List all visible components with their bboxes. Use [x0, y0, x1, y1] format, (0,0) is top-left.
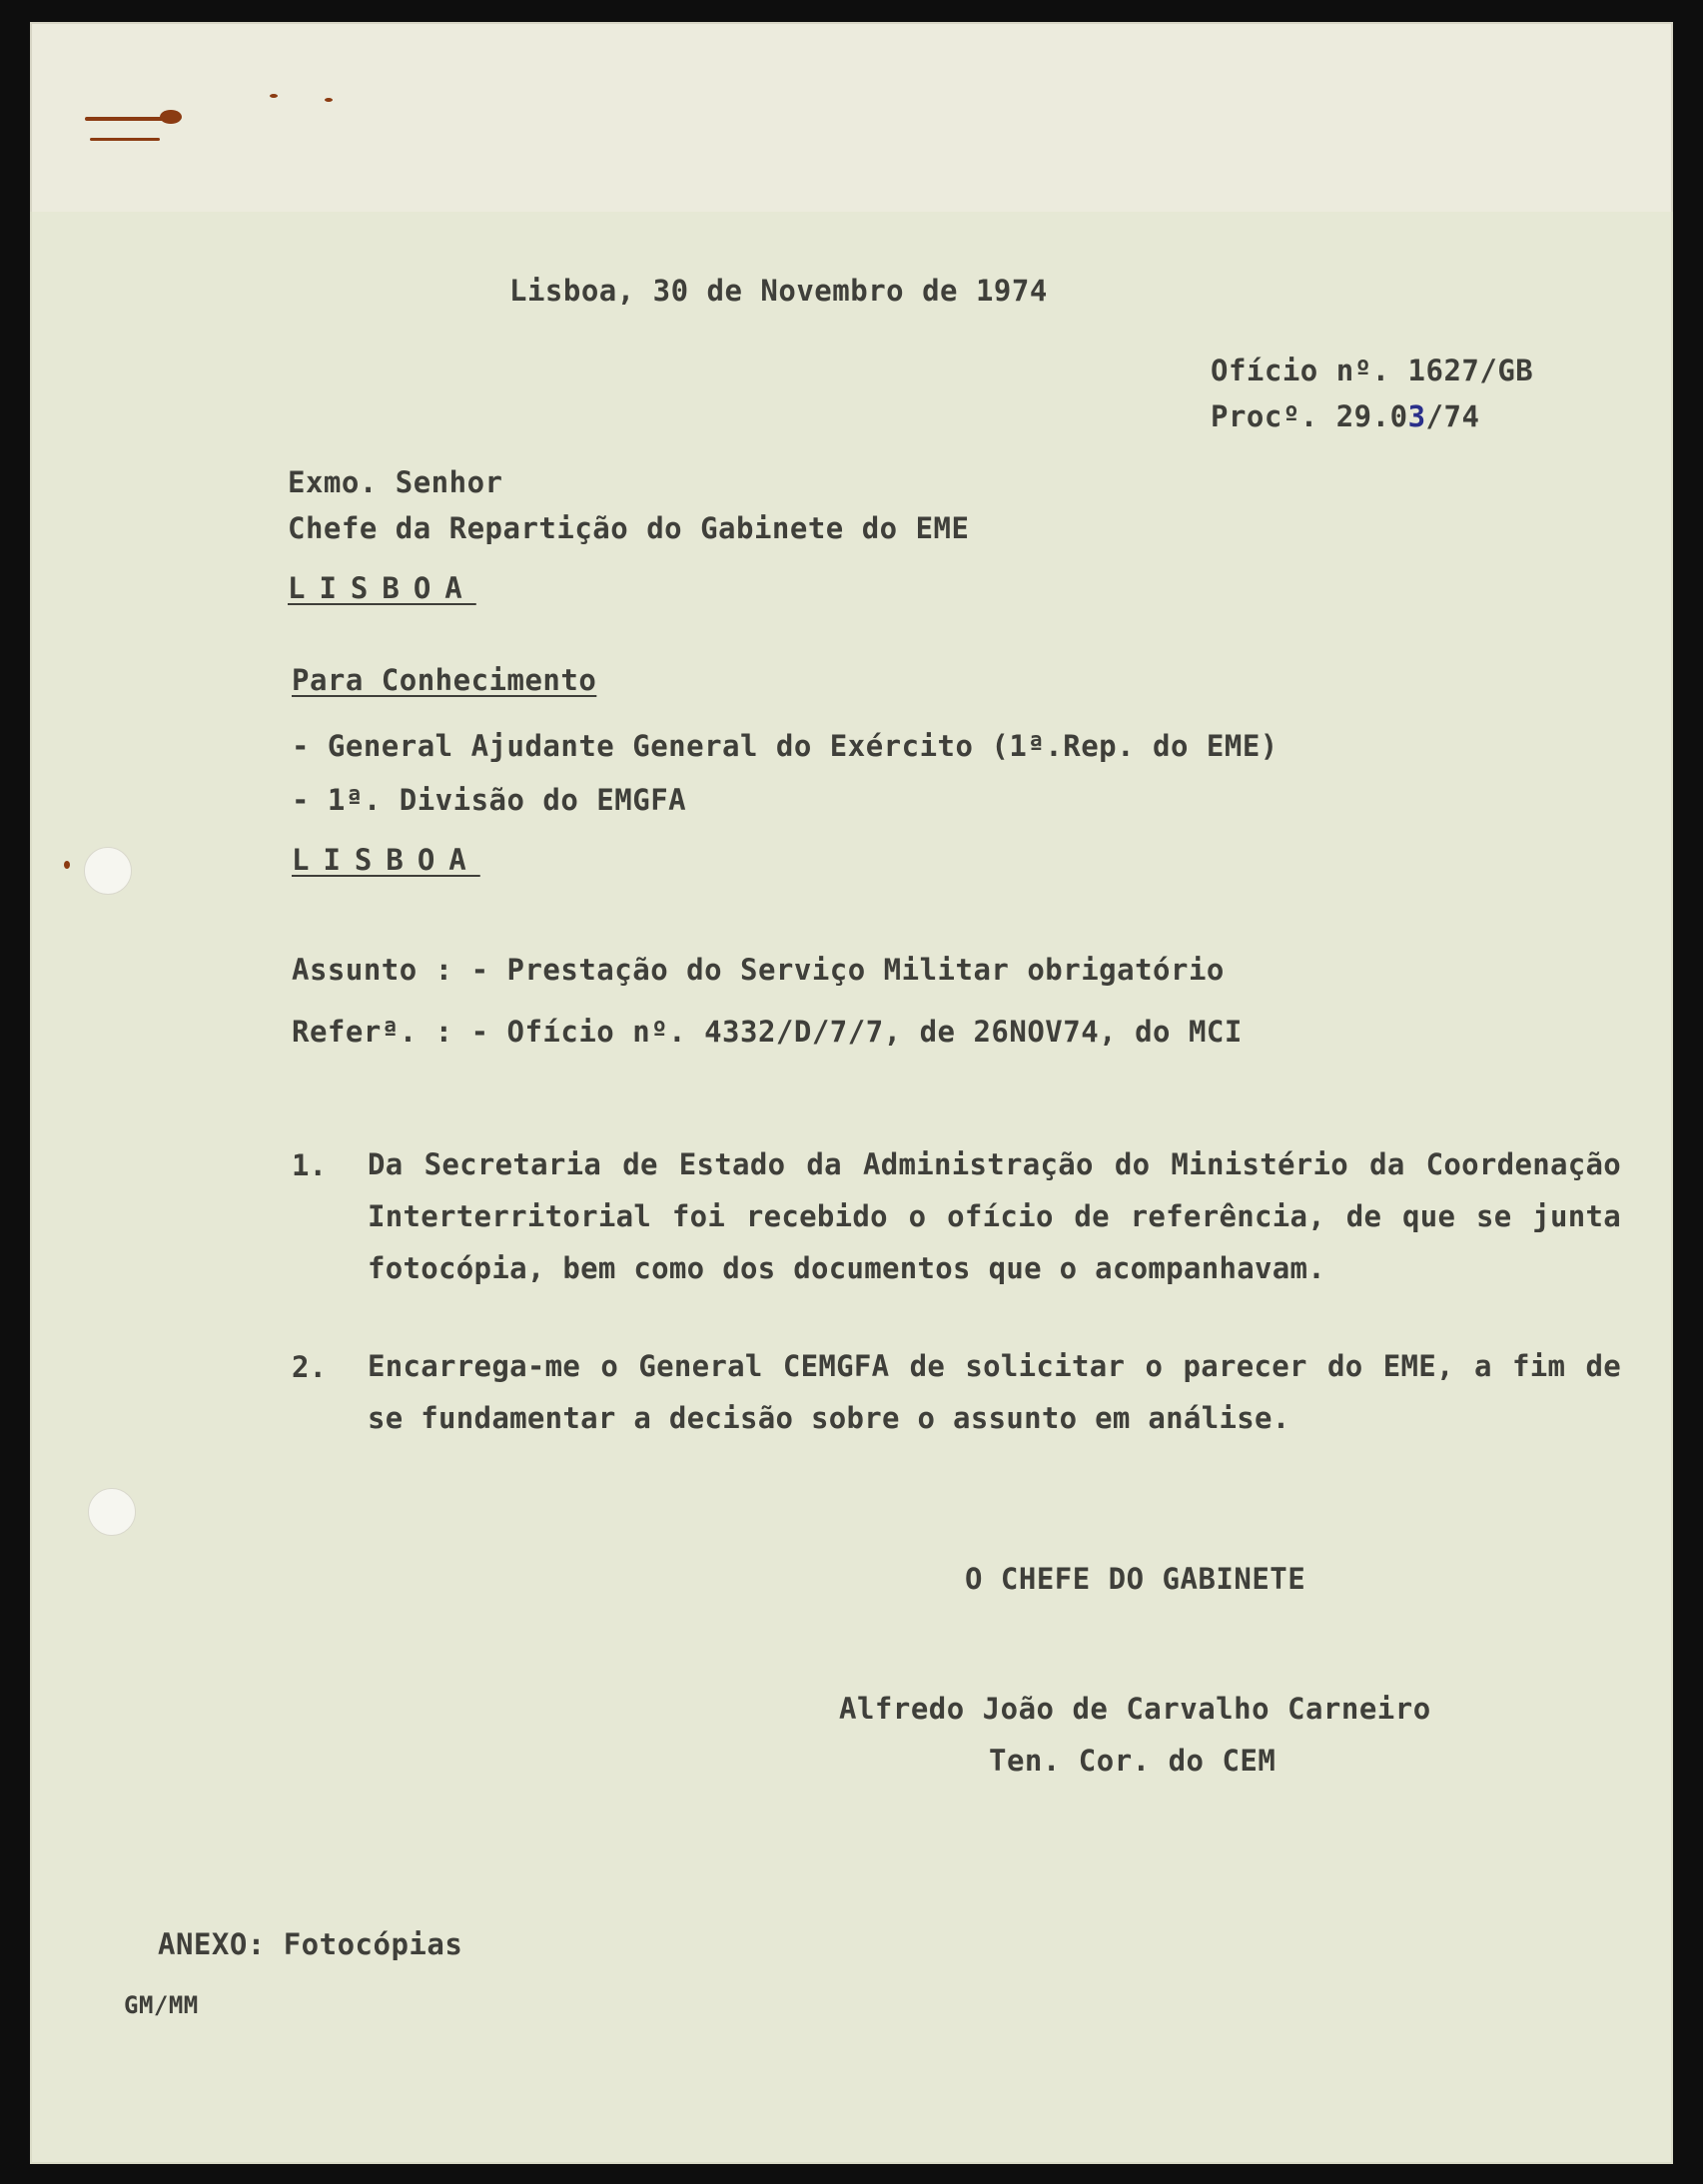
addressee-city: LISBOA: [288, 571, 476, 605]
document-sheet: [30, 22, 1673, 2164]
signatory-name: Alfredo João de Carvalho Carneiro: [839, 1692, 1431, 1726]
cc-heading: Para Conhecimento: [292, 663, 597, 697]
rust-stain: [270, 94, 278, 98]
cc-city: LISBOA: [292, 843, 480, 877]
paragraph-text: Da Secretaria de Estado da Administração do Ministério da Coordenação Interterritorial foi recebido o ofício de referência, de que se junta fotocópia, bem como dos documentos que o acompanhavam.: [368, 1147, 1621, 1285]
subject-line: Assunto : - Prestação do Serviço Militar obrigatório: [292, 953, 1225, 987]
paragraph-number: 1.: [292, 1148, 327, 1182]
rust-stain: [90, 138, 160, 141]
cc-item: - General Ajudante General do Exército (1ª.Rep. do EME): [292, 729, 1278, 763]
paragraph-text: Encarrega-me o General CEMGFA de solicitar o parecer do EME, a fim de se fundamentar a decisão sobre o assunto em análise.: [368, 1349, 1621, 1435]
cc-item: - 1ª. Divisão do EMGFA: [292, 783, 687, 817]
processo-prefix: Procº. 29.0: [1211, 399, 1408, 433]
addressee-title: Chefe da Repartição do Gabinete do EME: [288, 511, 970, 545]
punch-hole: [88, 1488, 136, 1536]
signatory-rank: Ten. Cor. do CEM: [989, 1744, 1277, 1778]
typist-initials: GM/MM: [124, 1991, 199, 2019]
handwritten-digit: 3: [1407, 399, 1426, 433]
processo-suffix: /74: [1425, 399, 1480, 433]
signature-role: O CHEFE DO GABINETE: [965, 1562, 1306, 1596]
reference-line: Referª. : - Ofício nº. 4332/D/7/7, de 26NOV74, do MCI: [292, 1015, 1243, 1049]
annex-line: ANEXO: Fotocópias: [158, 1927, 463, 1961]
salutation: Exmo. Senhor: [288, 465, 503, 499]
paragraph-number: 2.: [292, 1350, 327, 1384]
processo-reference: [1211, 399, 1479, 433]
punch-hole: [84, 847, 132, 895]
oficio-reference: Ofício nº. 1627/GB: [1211, 354, 1534, 387]
rust-stain: [64, 861, 70, 869]
place-date: Lisboa, 30 de Novembro de 1974: [509, 274, 1048, 308]
rust-stain: [85, 117, 165, 121]
rust-stain: [325, 98, 333, 102]
